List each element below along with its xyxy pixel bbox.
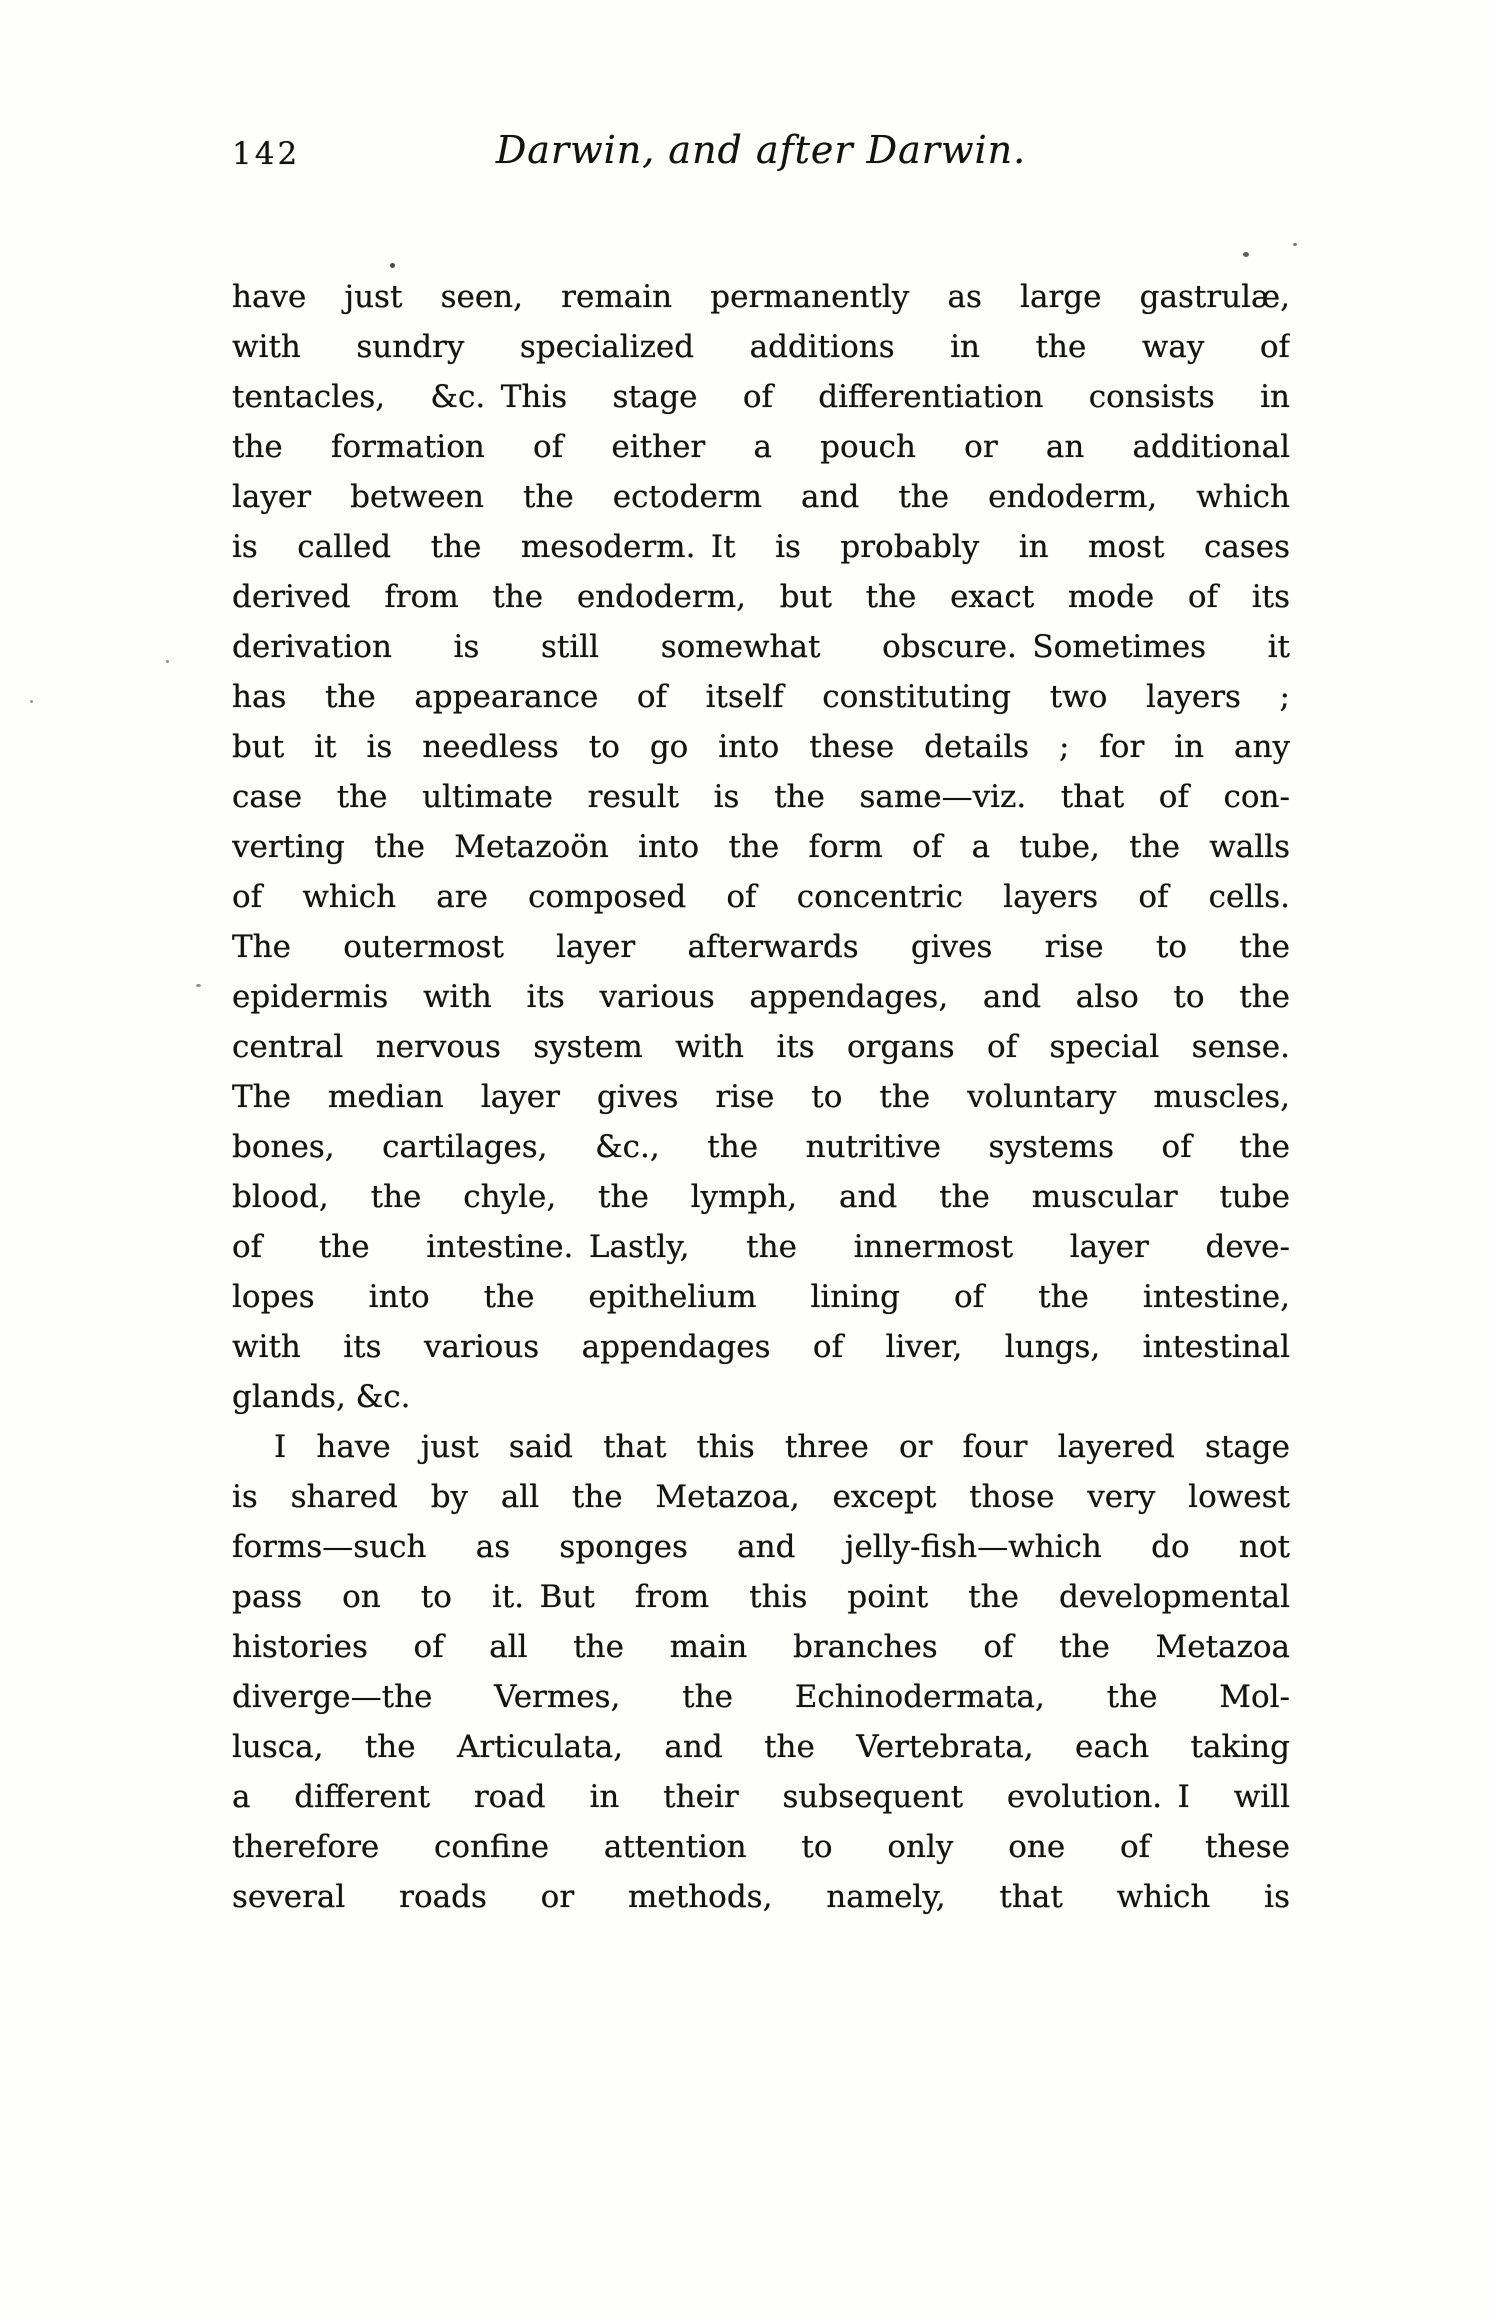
text-line: have just seen, remain permanently as large gastrulæ, — [232, 279, 1290, 315]
text-line: of which are composed of concentric layers of cells. — [232, 879, 1290, 915]
scan-speck — [1243, 252, 1249, 257]
text-line: of the intestine. Lastly, the innermost layer deve- — [232, 1229, 1290, 1265]
text-line: derived from the endoderm, but the exact mode of its — [232, 579, 1290, 615]
text-line: diverge—the Vermes, the Echinodermata, the Mol- — [232, 1679, 1290, 1715]
text-line: the formation of either a pouch or an additional — [232, 429, 1290, 465]
scan-speck — [30, 700, 33, 703]
text-line: with its various appendages of liver, lungs, intestinal — [232, 1329, 1290, 1365]
text-line: bones, cartilages, &c., the nutritive systems of the — [232, 1129, 1290, 1165]
text-line: therefore confine attention to only one of these — [232, 1829, 1290, 1865]
text-line: histories of all the main branches of the Metazoa — [232, 1629, 1290, 1665]
scan-speck — [196, 984, 201, 987]
scan-speck — [390, 263, 395, 268]
text-line: with sundry specialized additions in the way of — [232, 329, 1290, 365]
page-header — [232, 128, 1290, 184]
text-line: lopes into the epithelium lining of the intestine, — [232, 1279, 1290, 1315]
text-line: verting the Metazoön into the form of a tube, the walls — [232, 829, 1290, 865]
scan-speck — [166, 660, 169, 663]
text-line: derivation is still somewhat obscure. Sometimes it — [232, 629, 1290, 665]
text-line: epidermis with its various appendages, and also to the — [232, 979, 1290, 1015]
text-line: case the ultimate result is the same—viz. that of con- — [232, 779, 1290, 815]
text-line: forms—such as sponges and jelly-fish—which do not — [232, 1529, 1290, 1565]
running-title: Darwin, and after Darwin. — [495, 128, 1027, 172]
text-line: a different road in their subsequent evolution. I will — [232, 1779, 1290, 1815]
text-line: I have just said that this three or four layered stage — [274, 1429, 1290, 1465]
text-line: is shared by all the Metazoa, except those very lowest — [232, 1479, 1290, 1515]
text-line: glands, &c. — [232, 1379, 411, 1415]
text-line: The median layer gives rise to the voluntary muscles, — [232, 1079, 1290, 1115]
text-line: layer between the ectoderm and the endoderm, which — [232, 479, 1290, 515]
text-line: lusca, the Articulata, and the Vertebrata, each taking — [232, 1729, 1290, 1765]
text-line: several roads or methods, namely, that which is — [232, 1879, 1290, 1915]
text-line: is called the mesoderm. It is probably in most cases — [232, 529, 1290, 565]
text-line: tentacles, &c. This stage of differentiation consists in — [232, 379, 1290, 415]
text-line: has the appearance of itself constituting two layers ; — [232, 679, 1290, 715]
text-line: pass on to it. But from this point the developmental — [232, 1579, 1290, 1615]
text-line: The outermost layer afterwards gives rise to the — [232, 929, 1290, 965]
text-line: central nervous system with its organs of special sense. — [232, 1029, 1290, 1065]
page-text — [232, 272, 1290, 1922]
page-number: 142 — [232, 136, 301, 172]
scan-speck — [1293, 243, 1297, 246]
text-line: but it is needless to go into these details ; for in any — [232, 729, 1290, 765]
text-line: blood, the chyle, the lymph, and the muscular tube — [232, 1179, 1290, 1215]
